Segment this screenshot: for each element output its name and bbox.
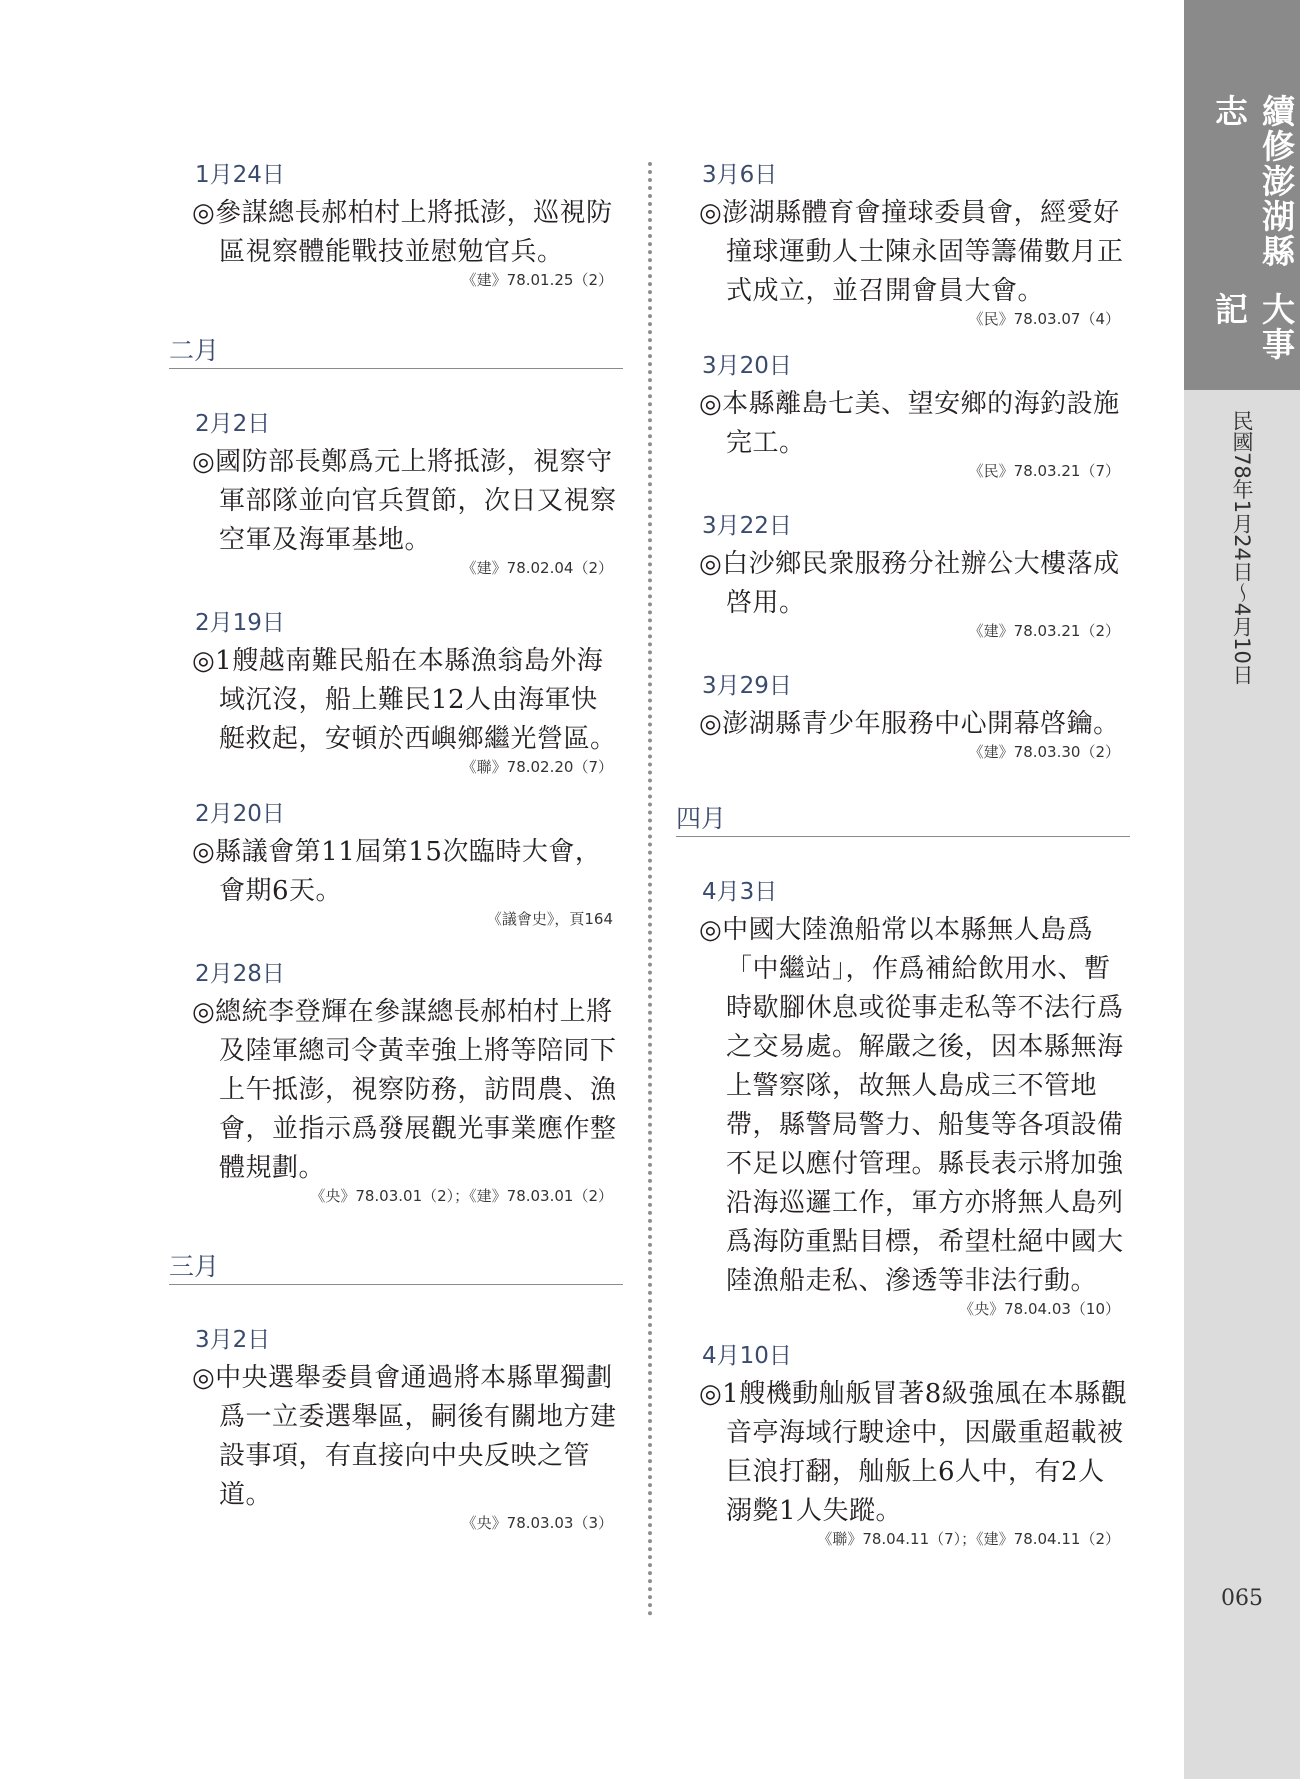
entry-source: 《建》78.01.25（2） — [461, 271, 613, 289]
entry-source: 《建》78.03.21（2） — [968, 622, 1120, 640]
entry-text: ◎1艘越南難民船在本縣漁翁島外海域沉沒，船上難民12人由海軍快艇救起，安頓於西嶼鄉繼光營區。 — [192, 646, 617, 754]
entry-feb-19 — [171, 608, 623, 777]
column-divider — [648, 162, 652, 1617]
entry-jan-24 — [171, 160, 623, 290]
book-title — [1184, 94, 1300, 384]
entry-text: ◎參謀總長郝柏村上將抵澎，巡視防區視察體能戰技並慰勉官兵。 — [192, 198, 613, 267]
entry-text: ◎澎湖縣體育會撞球委員會，經愛好撞球運動人士陳永固等籌備數月正式成立，並召開會員大會。 — [699, 198, 1124, 306]
entry-source: 《建》78.02.04（2） — [461, 559, 613, 577]
entry-mar-6 — [678, 160, 1130, 329]
entry-date: 2月28日 — [195, 961, 285, 987]
entry-source: 《民》78.03.21（7） — [968, 462, 1120, 480]
entry-text: ◎中央選舉委員會通過將本縣單獨劃爲一立委選舉區，嗣後有關地方建設事項，有直接向中央反映之管道。 — [192, 1363, 617, 1510]
entry-date: 4月10日 — [702, 1343, 792, 1369]
entry-source: 《央》78.03.03（3） — [461, 1514, 613, 1532]
entry-source: 《聯》78.04.11（7）；《建》78.04.11（2） — [817, 1530, 1120, 1548]
month-heading-apr: 四月 — [676, 804, 1130, 837]
book-title-main: 續修澎湖縣志 — [1210, 94, 1296, 269]
entry-date: 4月3日 — [702, 879, 778, 905]
page-sidebar — [1184, 0, 1300, 1779]
entry-source: 《央》78.04.03（10） — [959, 1300, 1120, 1318]
page-number: 065 — [1221, 1586, 1263, 1611]
right-column — [678, 160, 1130, 1579]
month-heading-mar: 三月 — [169, 1252, 623, 1285]
entry-date: 2月20日 — [195, 801, 285, 827]
month-heading-feb: 二月 — [169, 336, 623, 369]
entry-source: 《民》78.03.07（4） — [968, 310, 1120, 328]
entry-feb-20 — [171, 799, 623, 929]
entry-date: 3月20日 — [702, 353, 792, 379]
entry-text: ◎中國大陸漁船常以本縣無人島爲「中繼站」，作爲補給飲用水、暫時歇腳休息或從事走私等不法行爲之交易處。解嚴之後，因本縣無海上警察隊，故無人島成三不管地帶，縣警局警力、船隻等各項設備不足以應付管理。縣長表示將加強沿海巡邏工作，軍方亦將無人島列爲海防重點目標，希望杜絕中國大陸漁船走私、滲透等非法行動。 — [699, 915, 1124, 1296]
entry-mar-20 — [678, 351, 1130, 481]
entry-source: 《央》78.03.01（2）；《建》78.03.01（2） — [310, 1187, 613, 1205]
entry-date: 3月22日 — [702, 513, 792, 539]
entry-text: ◎1艘機動舢舨冒著8級強風在本縣觀音亭海域行駛途中，因嚴重超載被巨浪打翻，舢舨上6人中，有2人溺斃1人失蹤。 — [699, 1379, 1128, 1526]
entry-text: ◎澎湖縣青少年服務中心開幕啓鑰。 — [699, 709, 1120, 739]
entry-date: 2月2日 — [195, 411, 271, 437]
entry-date: 3月6日 — [702, 162, 778, 188]
entry-mar-22 — [678, 511, 1130, 641]
entry-mar-2 — [171, 1325, 623, 1533]
entry-text: ◎總統李登輝在參謀總長郝柏村上將及陸軍總司令黃幸強上將等陪同下上午抵澎，視察防務，訪問農、漁會，並指示爲發展觀光事業應作整體規劃。 — [192, 997, 617, 1183]
entry-source: 《建》78.03.30（2） — [968, 743, 1120, 761]
entry-text: ◎縣議會第11屆第15次臨時大會，會期6天。 — [192, 837, 602, 906]
book-title-section: 大事記 — [1210, 292, 1296, 362]
entry-text: ◎本縣離島七美、望安鄉的海釣設施完工。 — [699, 389, 1120, 458]
entry-apr-10 — [678, 1341, 1130, 1549]
entry-source: 《聯》78.02.20（7） — [461, 758, 613, 776]
left-column — [171, 160, 623, 1563]
entry-text: ◎白沙鄉民衆服務分社辦公大樓落成啓用。 — [699, 549, 1120, 618]
entry-feb-2 — [171, 409, 623, 578]
entry-date: 3月29日 — [702, 673, 792, 699]
entry-date: 1月24日 — [195, 162, 285, 188]
entry-mar-29 — [678, 671, 1130, 762]
date-range: 民國78年1月24日～4月10日 — [1230, 410, 1254, 685]
entry-apr-3 — [678, 877, 1130, 1319]
entry-feb-28 — [171, 959, 623, 1206]
entry-source: 《議會史》，頁164 — [486, 910, 613, 928]
entry-text: ◎國防部長鄭爲元上將抵澎，視察守軍部隊並向官兵賀節，次日又視察空軍及海軍基地。 — [192, 447, 617, 555]
entry-date: 3月2日 — [195, 1327, 271, 1353]
entry-date: 2月19日 — [195, 610, 285, 636]
